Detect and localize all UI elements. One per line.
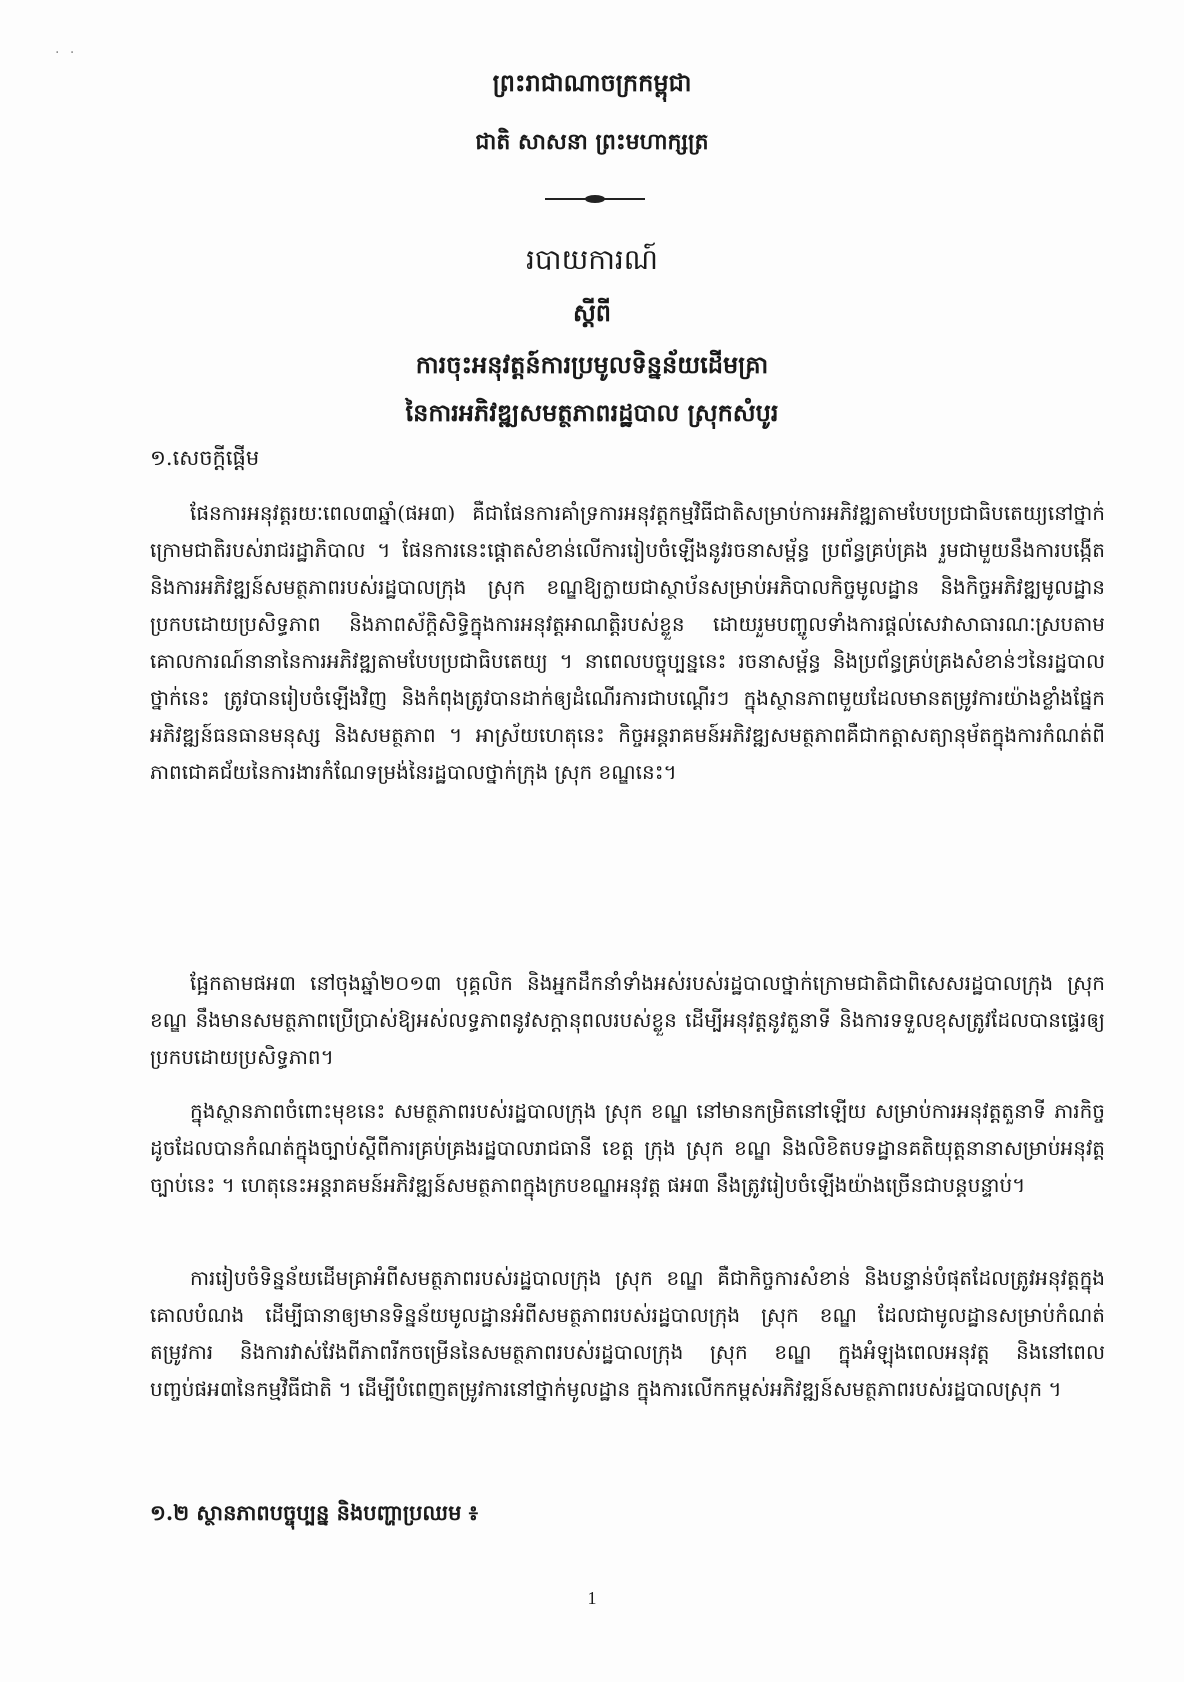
scan-specks: · · [55,45,78,61]
section-1-heading: ១.សេចក្តីផ្តើម [150,446,260,470]
paragraph-text: ផ្អែកតាមផអ៣ នៅចុងឆ្នាំ២០១៣ បុគ្គលិក និងអ្នកដឹកនាំទាំងអស់របស់រដ្ឋបាលថ្នាក់ក្រោមជាតិជាពិសេសរដ្ឋបាលក្រុង ស្រុក ខណ្ឌ នឹងមានសមត្ថភាពប្រើប្រាស់ឱ្យអស់លទ្ធភាពនូវសក្តានុពលរបស់ខ្លួន ដើម្បីអនុវត្តនូវតួនាទី និងការទទួលខុសត្រូវដែលបានផ្ទេរឲ្យប្រកបដោយប្រសិទ្ធភាព។ [150,971,1105,1069]
paragraph [150,965,1105,1076]
paragraph [150,1093,1105,1204]
motto-heading: ជាតិ សាសនា ព្រះមហាក្សត្រ [475,129,709,155]
subject-line-1: ការចុះអនុវត្តន៍ការប្រមូលទិន្នន័យដើមគ្រា [415,350,769,379]
kingdom-heading: ព្រះរាជាណាចក្រកម្ពុជា [492,68,692,97]
paragraph-text: ផែនការអនុវត្តរយៈពេល៣ឆ្នាំ(ផអ៣) គឺជាផែនការគាំទ្រការអនុវត្តកម្មវិធីជាតិសម្រាប់ការអភិវឌ្ឍតាមបែបប្រជាធិបតេយ្យនៅថ្នាក់ក្រោមជាតិរបស់រាជរដ្ឋាភិបាល ។ ផែនការនេះផ្តោតសំខាន់លើការរៀបចំឡើងនូវរចនាសម្ព័ន្ធ ប្រព័ន្ធគ្រប់គ្រង រួមជាមួយនឹងការបង្កើត និងការអភិវឌ្ឍន៍សមត្ថភាពរបស់រដ្ឋបាលក្រុង ស្រុក ខណ្ឌឱ្យក្លាយជាស្ថាប័នសម្រាប់អភិបាលកិច្ចមូលដ្ឋាន និងកិច្ចអភិវឌ្ឍមូលដ្ឋាន ប្រកបដោយប្រសិទ្ធភាព និងភាពស័ក្តិសិទ្ធិក្នុងការអនុវត្តអាណត្តិរបស់ខ្លួន ដោយរួមបញ្ចូលទាំងការផ្តល់សេវាសាធារណៈស្របតាមគោលការណ៍នានានៃការអភិវឌ្ឍតាមបែបប្រជាធិបតេយ្យ ។ នាពេលបច្ចុប្បន្ននេះ រចនាសម្ព័ន្ធ និងប្រព័ន្ធគ្រប់គ្រងសំខាន់ៗនៃរដ្ឋបាលថ្នាក់នេះ ត្រូវបានរៀបចំឡើងវិញ និងកំពុងត្រូវបានដាក់ឲ្យដំណើរការជាបណ្តើរៗ ក្នុងស្ថានភាពមួយដែលមានតម្រូវការយ៉ាងខ្លាំងផ្នែកអភិវឌ្ឍន៍ធនធានមនុស្ស និងសមត្ថភាព ។ អាស្រ័យហេតុនេះ កិច្ចអន្តរាគមន៍អភិវឌ្ឍសមត្ថភាពគឺជាកត្តាសត្យានុម័តក្នុងការកំណត់ពីភាពជោគជ័យនៃការងារកំណែទម្រង់នៃរដ្ឋបាលថ្នាក់ក្រុង ស្រុក ខណ្ឌនេះ។ [150,501,1105,784]
paragraph-text: ក្នុងស្ថានភាពចំពោះមុខនេះ សមត្ថភាពរបស់រដ្ឋបាលក្រុង ស្រុក ខណ្ឌ នៅមានកម្រិតនៅឡើយ សម្រាប់ការអនុវត្តតួនាទី ភារកិច្ច ដូចដែលបានកំណត់ក្នុងច្បាប់ស្តីពីការគ្រប់គ្រងរដ្ឋបាលរាជធានី ខេត្ត ក្រុង ស្រុក ខណ្ឌ និងលិខិតបទដ្ឋានគតិយុត្តនានាសម្រាប់អនុវត្តច្បាប់នេះ ។ ហេតុនេះអន្តរាគមន៍អភិវឌ្ឍន៍សមត្ថភាពក្នុងក្របខណ្ឌអនុវត្ត ផអ៣ នឹងត្រូវរៀបចំឡើងយ៉ាងច្រើនជាបន្តបន្ទាប់។ [150,1099,1105,1197]
paragraph-text: ការរៀបចំទិន្នន័យដើមគ្រាអំពីសមត្ថភាពរបស់រដ្ឋបាលក្រុង ស្រុក ខណ្ឌ គឺជាកិច្ចការសំខាន់ និងបន្ទាន់បំផុតដែលត្រូវអនុវត្តក្នុងគោលបំណង ដើម្បីធានាឲ្យមានទិន្នន័យមូលដ្ឋានអំពីសមត្ថភាពរបស់រដ្ឋបាលក្រុង ស្រុក ខណ្ឌ ដែលជាមូលដ្ឋានសម្រាប់កំណត់តម្រូវការ និងការវាស់វែងពីភាពរីកចម្រើននៃសមត្ថភាពរបស់រដ្ឋបាលក្រុង ស្រុក ខណ្ឌ ក្នុងអំឡុងពេលអនុវត្ត និងនៅពេលបញ្ចប់ផអ៣នៃកម្មវិធីជាតិ ។ ដើម្បីបំពេញតម្រូវការនៅថ្នាក់មូលដ្ឋាន ក្នុងការលើកកម្ពស់អភិវឌ្ឍន៍សមត្ថភាពរបស់រដ្ឋបាលស្រុក ។ [150,1266,1105,1401]
subject-line-2: នៃការអភិវឌ្ឍសមត្ថភាពរដ្ឋបាល ស្រុកសំបូរ [405,398,779,427]
paragraph [150,1260,1105,1408]
about-label: ស្តីពី [572,298,612,327]
page-number: 1 [587,1588,597,1608]
paragraph [150,495,1105,791]
report-title: របាយការណ៍ [526,243,658,276]
section-1-2-heading: ១.២ ស្ថានភាពបច្ចុប្បន្ន និងបញ្ហាប្រឈម ៖ [150,1500,478,1525]
ornament-divider [545,198,645,200]
